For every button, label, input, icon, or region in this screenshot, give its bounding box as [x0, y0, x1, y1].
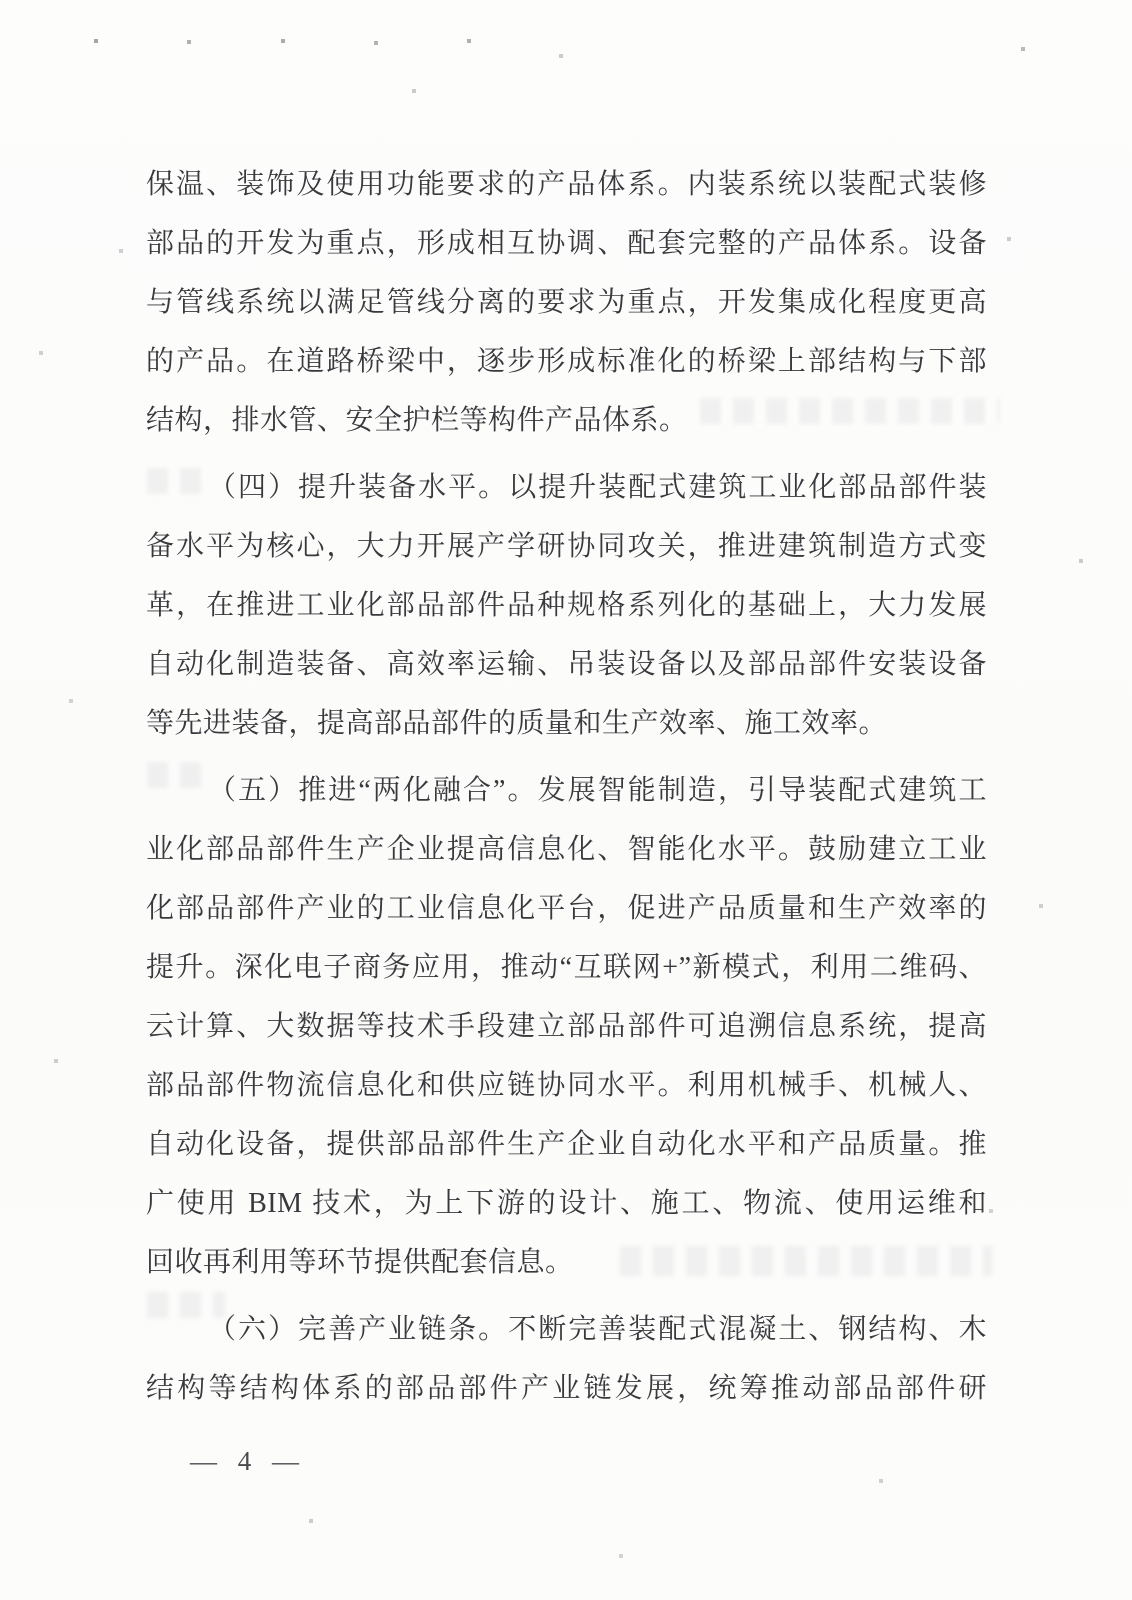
- text-line: 云计算、大数据等技术手段建立部品部件可追溯信息系统，提高: [146, 1011, 987, 1042]
- text-line: 自动化制造装备、高效率运输、吊装设备以及部品部件安装设备: [146, 649, 987, 680]
- text-line: 结构，排水管、安全护栏等构件产品体系。: [146, 405, 688, 436]
- text-line: 提升。深化电子商务应用，推动“互联网+”新模式，利用二维码、: [146, 952, 987, 983]
- text-line: 自动化设备，提供部品部件生产企业自动化水平和产品质量。推: [146, 1129, 987, 1160]
- text-line: 广使用 BIM 技术，为上下游的设计、施工、物流、使用运维和: [146, 1188, 987, 1219]
- text-line: （六）完善产业链条。不断完善装配式混凝土、钢结构、木: [208, 1314, 987, 1345]
- text-line: 等先进装备，提高部品部件的质量和生产效率、施工效率。: [146, 708, 888, 739]
- text-line: 化部品部件产业的工业信息化平台，促进产品质量和生产效率的: [146, 893, 987, 924]
- page-number: — 4 —: [190, 1446, 306, 1476]
- paragraph-continuation: [146, 155, 987, 450]
- text-line: 的产品。在道路桥梁中，逐步形成标准化的桥梁上部结构与下部: [146, 346, 987, 377]
- scan-noise-specks: [0, 0, 2, 2]
- text-line: 与管线系统以满足管线分离的要求为重点，开发集成化程度更高: [146, 287, 987, 318]
- text-line: （四）提升装备水平。以提升装配式建筑工业化部品部件装: [208, 472, 987, 503]
- text-line: （五）推进“两化融合”。发展智能制造，引导装配式建筑工: [208, 775, 987, 806]
- paragraph-item-4: [146, 458, 987, 753]
- text-line: 备水平为核心，大力开展产学研协同攻关，推进建筑制造方式变: [146, 531, 987, 562]
- text-line: 部品的开发为重点，形成相互协调、配套完整的产品体系。设备: [146, 228, 987, 259]
- text-line: 业化部品部件生产企业提高信息化、智能化水平。鼓励建立工业: [146, 834, 987, 865]
- document-body-text: [146, 155, 987, 1418]
- text-line: 结构等结构体系的部品部件产业链发展，统筹推动部品部件研: [146, 1373, 987, 1404]
- text-line: 革，在推进工业化部品部件品种规格系列化的基础上，大力发展: [146, 590, 987, 621]
- text-line: 回收再利用等环节提供配套信息。: [146, 1247, 574, 1278]
- paragraph-item-5: [146, 761, 987, 1292]
- paragraph-item-6: [146, 1300, 987, 1418]
- text-line: 保温、装饰及使用功能要求的产品体系。内装系统以装配式装修: [146, 169, 987, 200]
- text-line: 部品部件物流信息化和供应链协同水平。利用机械手、机械人、: [146, 1070, 987, 1101]
